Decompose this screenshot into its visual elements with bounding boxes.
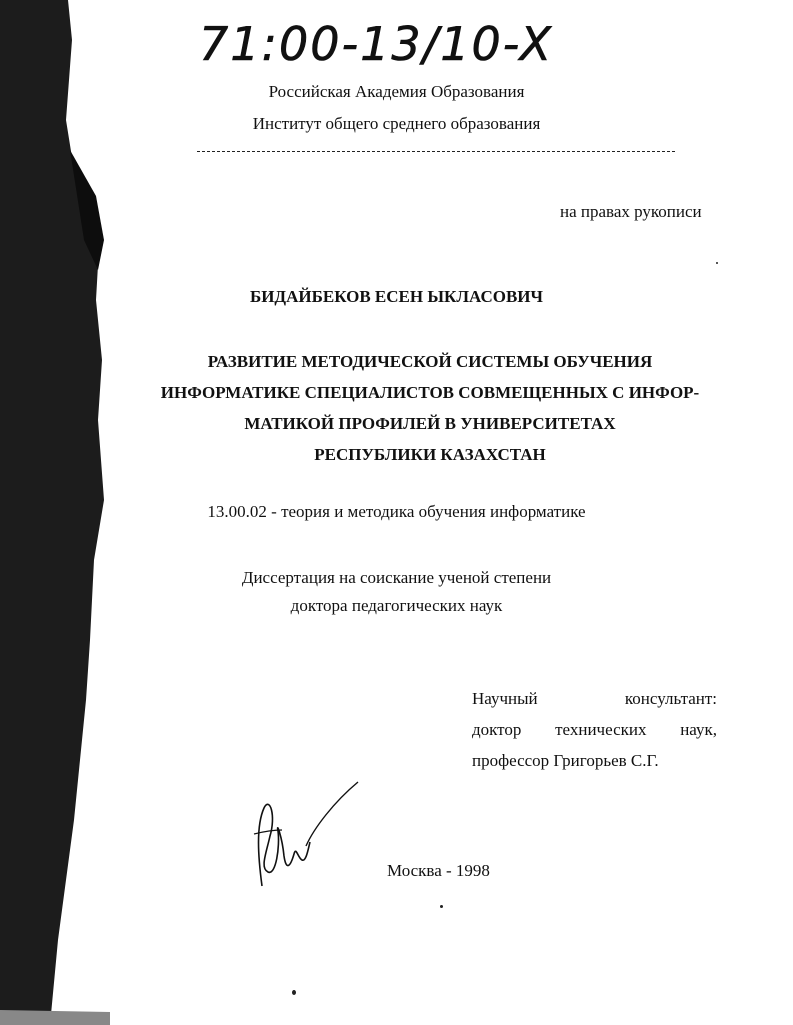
signature <box>248 776 363 896</box>
scan-speck <box>716 262 718 264</box>
consultant-degree-1: доктор <box>472 720 522 739</box>
consultant-row <box>472 683 717 714</box>
consultant-degree-3: наук, <box>680 720 717 739</box>
place-and-year: Москва - 1998 <box>387 861 490 880</box>
consultant-degree-2: технических <box>555 720 647 739</box>
scan-speck <box>292 990 296 995</box>
scan-speck <box>440 905 443 908</box>
consultant-row <box>472 714 717 745</box>
scientific-consultant <box>472 683 717 776</box>
archive-number-text: 71:00-13/10-X <box>199 17 554 71</box>
dissertation-title <box>150 346 710 470</box>
institute-name: Институт общего среднего образования <box>252 114 541 133</box>
title-line: РАЗВИТИЕ МЕТОДИЧЕСКОЙ СИСТЕМЫ ОБУЧЕНИЯ <box>207 352 653 371</box>
title-line: РЕСПУБЛИКИ КАЗАХСТАН <box>314 445 546 464</box>
organization-name: Российская Академия Образования <box>268 82 525 101</box>
consultant-name: профессор Григорьев С.Г. <box>472 751 659 770</box>
author-name: БИДАЙБЕКОВ ЕСЕН ЫКЛАСОВИЧ <box>249 287 544 306</box>
consultant-label-2: консультант: <box>624 689 717 708</box>
degree-line: доктора педагогических наук <box>290 596 503 615</box>
specialty-code: 13.00.02 - теория и методика обучения информатике <box>207 502 586 521</box>
title-line: МАТИКОЙ ПРОФИЛЕЙ В УНИВЕРСИТЕТАХ <box>244 414 616 433</box>
archive-number-handwritten <box>195 8 555 78</box>
rights-note: на правах рукописи <box>560 202 702 221</box>
degree-statement <box>0 564 793 620</box>
consultant-label-1: Научный <box>472 689 538 708</box>
dashed-divider <box>197 151 675 152</box>
degree-line: Диссертация на соискание ученой степени <box>241 568 552 587</box>
archive-number-svg <box>195 8 555 78</box>
title-line: ИНФОРМАТИКЕ СПЕЦИАЛИСТОВ СОВМЕЩЕННЫХ С ИНФОР- <box>160 383 700 402</box>
